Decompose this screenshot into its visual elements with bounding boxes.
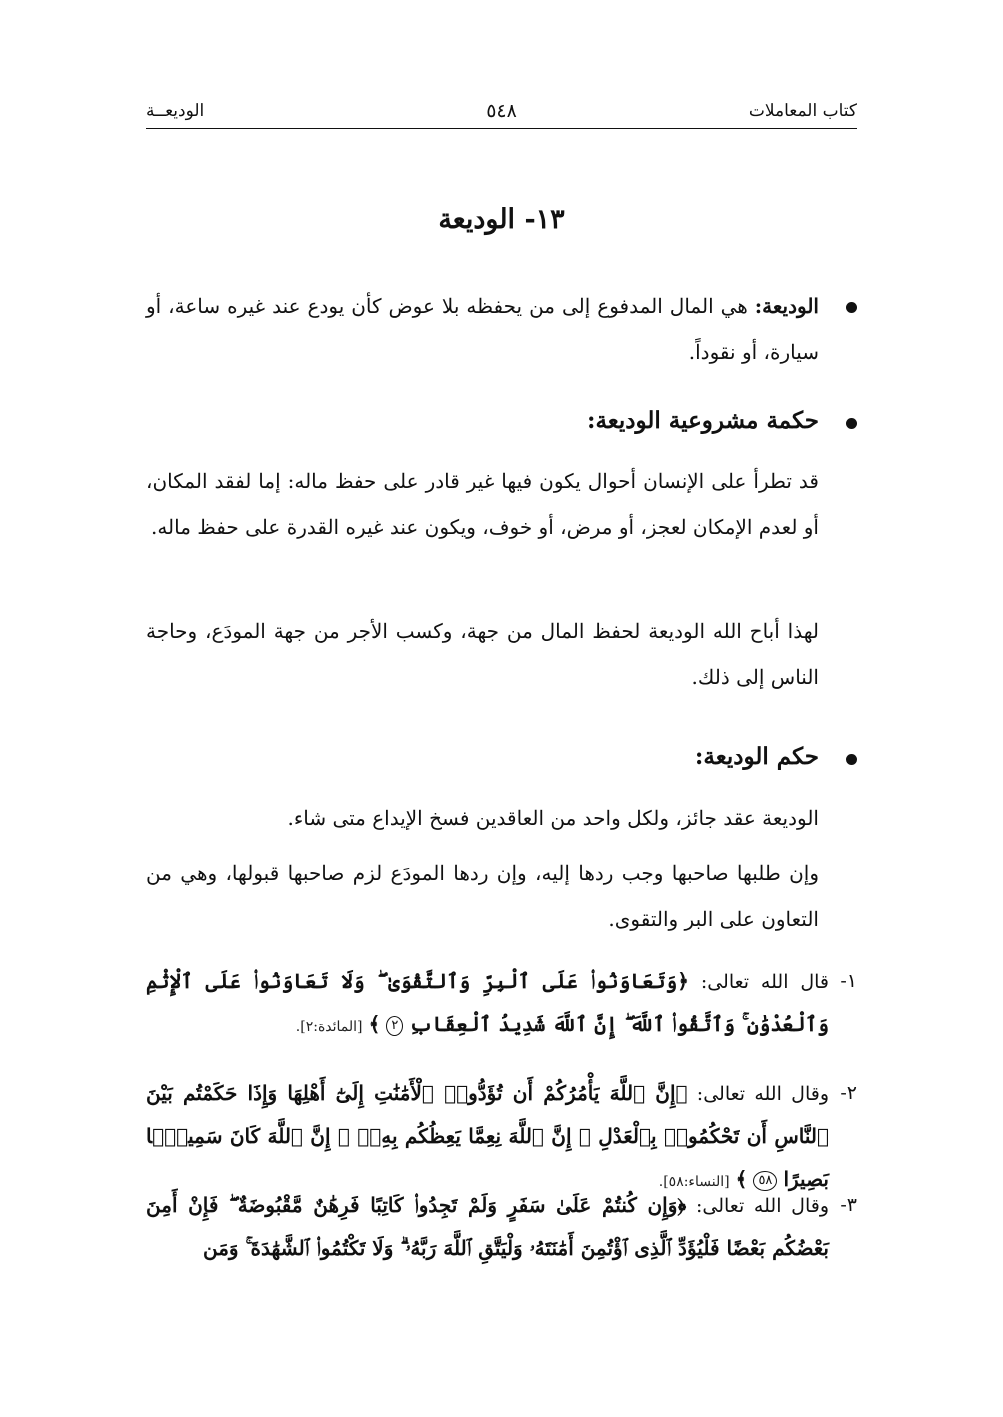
- verse-intro: وقال الله تعالى:: [696, 1083, 829, 1105]
- wisdom-paragraph-2: لهذا أباح الله الوديعة لحفظ المال من جهة، وكسب الأجر من جهة المودَع، وحاجة الناس إلى ذلك.: [146, 619, 819, 689]
- verse-intro: وقال الله تعالى:: [695, 1195, 830, 1217]
- ruling-paragraph-1: الوديعة عقد جائز، ولكل واحد من العاقدين فسخ الإيداع متى شاء.: [287, 806, 819, 830]
- wisdom-heading-wrap: [146, 398, 819, 444]
- verse-number: ٣-: [840, 1194, 857, 1216]
- wisdom-heading-item: [146, 398, 857, 444]
- section-title: الوديعــة: [146, 101, 205, 121]
- bullet-icon: [846, 754, 857, 765]
- bullet-icon: [846, 302, 857, 313]
- verse-body: [146, 960, 829, 1048]
- book-title: كتاب المعاملات: [748, 101, 857, 121]
- ayah-number-marker: ٢: [386, 1016, 403, 1036]
- verse-intro: قال الله تعالى:: [700, 971, 829, 993]
- wisdom-paragraph-1: قد تطرأ على الإنسان أحوال يكون فيها غير قادر على حفظ ماله: إما لفقد المكان، أو لعدم الإمكان لعجز، أو مرض، أو خوف، ويكون عند غيره القدرة على حفظ ماله.: [146, 469, 819, 539]
- verse-number: ١-: [840, 970, 857, 992]
- verse-reference: [النساء:٥٨].: [658, 1174, 730, 1190]
- quran-text: ﴿إِنَّ ٱللَّهَ يَأْمُرُكُمْ أَن تُؤَدُّوا۟ ٱلْأَمَٰنَٰتِ إِلَىٰٓ أَهْلِهَا وَإِذَا حَكَمْتُم بَيْنَ ٱلنَّاسِ أَن تَحْكُمُوا۟ بِٱلْعَدْلِ ۚ إِنَّ ٱللَّهَ نِعِمَّا يَعِظُكُم بِهِۦٓ ۗ إِنَّ ٱللَّهَ كَانَ سَمِيعًۢا بَصِيرًا: [146, 1081, 829, 1191]
- verse-number: ٢-: [840, 1082, 857, 1104]
- ruling-heading: حكم الوديعة:: [694, 743, 819, 770]
- definition-term: الوديعة:: [754, 294, 819, 318]
- verse-item-2: [146, 1072, 857, 1191]
- verse-body: [146, 1184, 829, 1270]
- chapter-title: ١٣- الوديعة: [438, 204, 565, 235]
- ruling-heading-wrap: [146, 734, 819, 780]
- quran-close: ﴾: [368, 1012, 381, 1036]
- ruling-heading-item: [146, 734, 857, 780]
- quran-text: ﴿وَتَعَاوَنُوا۟ عَلَى ٱلْبِرِّ وَٱلتَّقْوَىٰ ۖ وَلَا تَعَاوَنُوا۟ عَلَى ٱلْإِثْمِ وَٱلْعُدْوَٰنِ ۚ وَٱتَّقُوا۟ ٱللَّهَ ۖ إِنَّ ٱللَّهَ شَدِيدُ ٱلْعِقَابِ: [146, 969, 829, 1036]
- verse-item-3: [146, 1184, 857, 1274]
- running-header: [146, 98, 857, 129]
- quran-close: ﴾: [735, 1167, 748, 1191]
- verse-reference: [المائدة:٢].: [295, 1019, 363, 1035]
- definition-paragraph: [146, 283, 819, 375]
- ayah-number-marker: ٥٨: [753, 1171, 777, 1191]
- bullet-icon: [846, 418, 857, 429]
- wisdom-heading: حكمة مشروعية الوديعة:: [586, 407, 819, 434]
- quran-text: ﴿وَإِن كُنتُمْ عَلَىٰ سَفَرٍ وَلَمْ تَجِدُوا۟ كَاتِبًا فَرِهَٰنٌ مَّقْبُوضَةٌ ۖ فَإِنْ أَمِنَ بَعْضُكُم بَعْضًا فَلْيُؤَدِّ ٱلَّذِى ٱؤْتُمِنَ أَمَٰنَتَهُۥ وَلْيَتَّقِ ٱللَّهَ رَبَّهُۥ ۗ وَلَا تَكْتُمُوا۟ ٱلشَّهَٰدَةَ ۚ وَمَن: [146, 1193, 829, 1260]
- definition-text: هي المال المدفوع إلى من يحفظه بلا عوض كأن يودع عند غيره ساعة، أو سيارة، أو نقوداً.: [146, 294, 819, 364]
- ruling-paragraph-2: وإن طلبها صاحبها وجب ردها إليه، وإن ردها المودَع لزم صاحبها قبولها، وهي من التعاون على البر والتقوى.: [146, 861, 820, 931]
- definition-item: [146, 283, 857, 379]
- page-number: ٥٤٨: [486, 100, 517, 122]
- verse-item-1: [146, 960, 857, 1050]
